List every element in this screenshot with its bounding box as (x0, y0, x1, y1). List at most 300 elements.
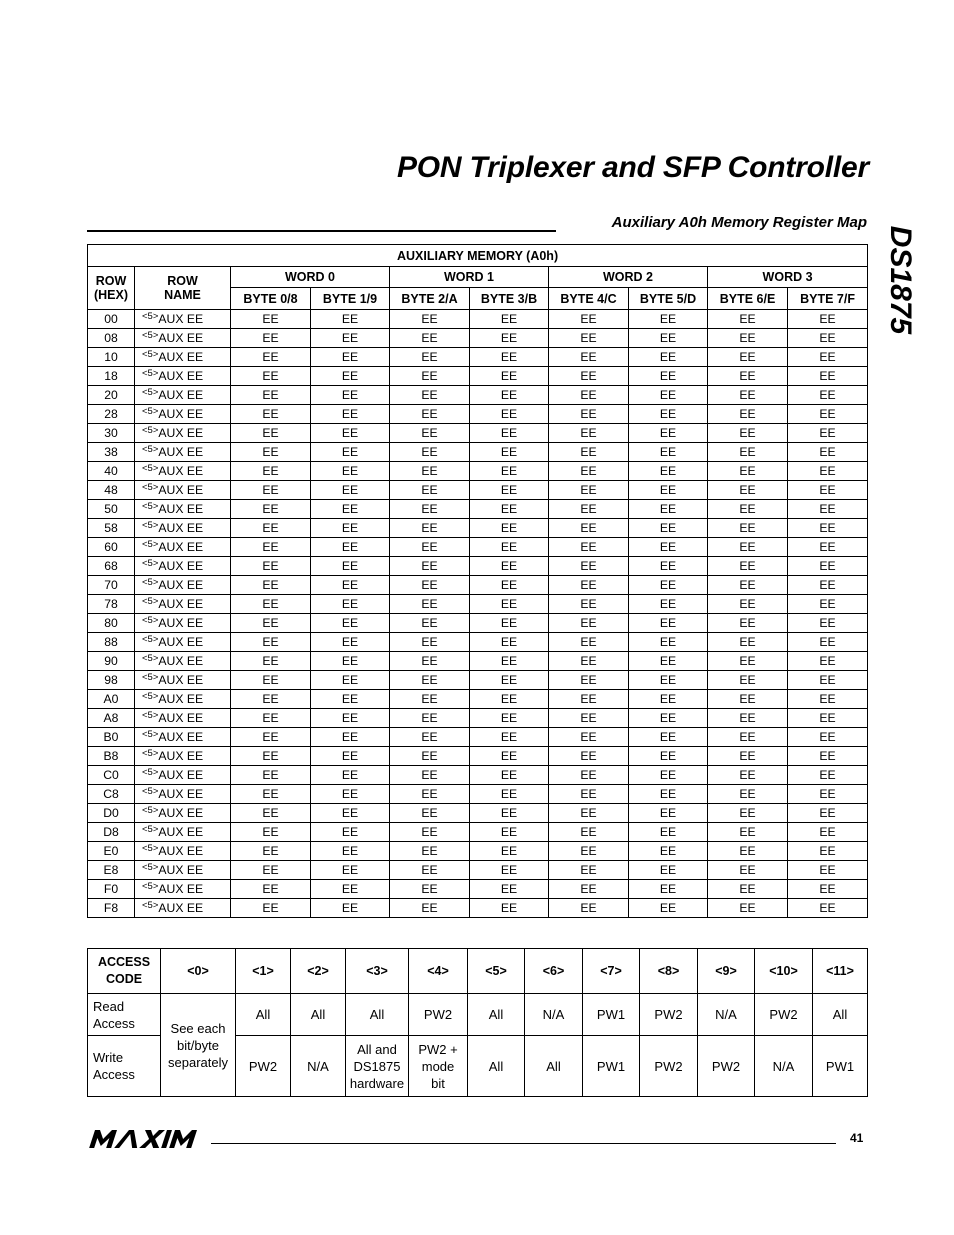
table-row (88, 310, 868, 329)
byte-cell: EE (629, 519, 708, 538)
byte-cell: EE (549, 348, 629, 367)
byte-cell: EE (390, 386, 470, 405)
byte-cell: EE (231, 367, 311, 386)
byte-cell: EE (311, 880, 390, 899)
byte-cell: EE (549, 785, 629, 804)
byte-cell: EE (788, 367, 868, 386)
byte-cell: EE (231, 329, 311, 348)
byte-cell: EE (549, 500, 629, 519)
access-code: <4> (409, 949, 468, 994)
access-code-tag: <5> (142, 311, 159, 322)
access-code-tag: <5> (142, 710, 159, 721)
byte-cell: EE (708, 766, 788, 785)
byte-cell: EE (629, 766, 708, 785)
row-hex: 88 (88, 633, 135, 652)
row-name (135, 538, 231, 557)
byte-cell: EE (549, 576, 629, 595)
byte-cell: EE (549, 462, 629, 481)
access-code-tag: <5> (142, 444, 159, 455)
row-name-header-line1: ROW (167, 274, 198, 288)
row-name (135, 424, 231, 443)
write-access-line: All and (357, 1041, 397, 1057)
write-access-value (583, 1036, 640, 1097)
byte-cell: EE (231, 348, 311, 367)
byte-cell: EE (470, 538, 549, 557)
row-name (135, 367, 231, 386)
access-code-tag: <5> (142, 805, 159, 816)
table-row (88, 880, 868, 899)
byte-cell: EE (470, 861, 549, 880)
byte-cell: EE (708, 785, 788, 804)
row-hex: 98 (88, 671, 135, 690)
write-access-label-line2: Access (93, 1067, 135, 1082)
row-name (135, 614, 231, 633)
row-name (135, 405, 231, 424)
byte-cell: EE (708, 861, 788, 880)
row-hex: 90 (88, 652, 135, 671)
byte-cell: EE (390, 899, 470, 918)
byte-cell: EE (708, 329, 788, 348)
byte-cell: EE (629, 785, 708, 804)
read-access-value: All (468, 994, 525, 1036)
byte-cell: EE (629, 424, 708, 443)
access-code-tag: <5> (142, 482, 159, 493)
access-code: <10> (755, 949, 813, 994)
byte-cell: EE (231, 690, 311, 709)
page-title: PON Triplexer and SFP Controller (396, 151, 869, 184)
read-access-value: All (813, 994, 868, 1036)
byte-cell: EE (629, 747, 708, 766)
row-name (135, 671, 231, 690)
write-access-value (698, 1036, 755, 1097)
row-name (135, 823, 231, 842)
access-code-tag: <5> (142, 748, 159, 759)
byte-cell: EE (470, 747, 549, 766)
byte-cell: EE (390, 310, 470, 329)
byte-cell: EE (311, 728, 390, 747)
byte-cell: EE (788, 557, 868, 576)
row-name-text: AUX EE (158, 882, 204, 896)
access-code-tag: <5> (142, 596, 159, 607)
byte-cell: EE (470, 671, 549, 690)
byte-cell: EE (708, 823, 788, 842)
byte-cell: EE (549, 747, 629, 766)
byte-cell: EE (311, 709, 390, 728)
row-name-text: AUX EE (158, 673, 204, 687)
access-code: <6> (525, 949, 583, 994)
byte-cell: EE (629, 823, 708, 842)
byte-cell: EE (549, 804, 629, 823)
write-access-line: bit (431, 1075, 445, 1091)
byte-cell: EE (390, 462, 470, 481)
read-access-label-line2: Access (93, 1015, 135, 1031)
row-name (135, 329, 231, 348)
access-code: <3> (346, 949, 409, 994)
access-code-tag: <5> (142, 634, 159, 645)
access-code-tag: <5> (142, 425, 159, 436)
byte-cell: EE (390, 557, 470, 576)
byte-cell: EE (788, 899, 868, 918)
row-hex: A8 (88, 709, 135, 728)
byte-cell: EE (708, 367, 788, 386)
word-header: WORD 2 (549, 267, 708, 288)
byte-header: BYTE 0/8 (231, 288, 311, 310)
row-name (135, 709, 231, 728)
byte-cell: EE (788, 766, 868, 785)
byte-cell: EE (390, 747, 470, 766)
write-access-label (88, 1036, 161, 1097)
byte-cell: EE (390, 823, 470, 842)
row-hex: 08 (88, 329, 135, 348)
read-access-label-line1: Read (93, 998, 125, 1014)
code0-note-line1: See each (170, 1020, 226, 1036)
byte-cell: EE (311, 652, 390, 671)
byte-cell: EE (470, 842, 549, 861)
byte-cell: EE (470, 766, 549, 785)
row-name-text: AUX EE (158, 521, 204, 535)
row-hex: 00 (88, 310, 135, 329)
byte-cell: EE (390, 500, 470, 519)
access-code-header-line2: CODE (105, 972, 143, 986)
byte-cell: EE (390, 424, 470, 443)
row-name-text: AUX EE (158, 692, 204, 706)
table-row (88, 785, 868, 804)
byte-cell: EE (390, 633, 470, 652)
byte-cell: EE (788, 462, 868, 481)
row-name-text: AUX EE (158, 502, 204, 516)
byte-cell: EE (708, 671, 788, 690)
row-hex: 70 (88, 576, 135, 595)
byte-cell: EE (470, 804, 549, 823)
row-name-text: AUX EE (158, 711, 204, 725)
byte-cell: EE (311, 310, 390, 329)
read-access-value: All (236, 994, 291, 1036)
row-name-text: AUX EE (158, 901, 204, 915)
word-header: WORD 1 (390, 267, 549, 288)
row-name (135, 804, 231, 823)
row-hex: B0 (88, 728, 135, 747)
byte-cell: EE (549, 823, 629, 842)
access-code-tag: <5> (142, 881, 159, 892)
row-name-text: AUX EE (158, 559, 204, 573)
byte-cell: EE (629, 842, 708, 861)
byte-cell: EE (788, 633, 868, 652)
row-hex: 28 (88, 405, 135, 424)
byte-cell: EE (311, 633, 390, 652)
row-hex: A0 (88, 690, 135, 709)
byte-cell: EE (708, 614, 788, 633)
byte-cell: EE (470, 633, 549, 652)
table-row (88, 709, 868, 728)
byte-cell: EE (390, 329, 470, 348)
table-row (88, 823, 868, 842)
row-name-text: AUX EE (158, 578, 204, 592)
write-access-line: PW2 (248, 1058, 278, 1074)
row-name-text: AUX EE (158, 312, 204, 326)
byte-cell: EE (788, 880, 868, 899)
row-hex-header (88, 267, 135, 310)
byte-cell: EE (708, 500, 788, 519)
write-access-value (640, 1036, 698, 1097)
row-name-text: AUX EE (158, 464, 204, 478)
write-access-value (755, 1036, 813, 1097)
byte-cell: EE (470, 500, 549, 519)
byte-cell: EE (470, 576, 549, 595)
byte-cell: EE (708, 899, 788, 918)
table-row (88, 367, 868, 386)
read-access-value: N/A (525, 994, 583, 1036)
row-name (135, 348, 231, 367)
write-access-value (813, 1036, 868, 1097)
byte-cell: EE (629, 538, 708, 557)
access-code-header (88, 949, 161, 994)
byte-cell: EE (708, 709, 788, 728)
table-row (88, 348, 868, 367)
byte-cell: EE (231, 557, 311, 576)
row-hex-header-line1: ROW (95, 274, 127, 288)
byte-cell: EE (470, 424, 549, 443)
access-code: <11> (813, 949, 868, 994)
byte-cell: EE (311, 386, 390, 405)
access-code-tag: <5> (142, 330, 159, 341)
write-access-line: All (546, 1058, 561, 1074)
access-code-tag: <5> (142, 520, 159, 531)
row-name (135, 462, 231, 481)
row-name-text: AUX EE (158, 597, 204, 611)
row-name-text: AUX EE (158, 654, 204, 668)
byte-cell: EE (788, 785, 868, 804)
access-code-tag: <5> (142, 862, 159, 873)
byte-cell: EE (311, 443, 390, 462)
row-name-text: AUX EE (158, 540, 204, 554)
byte-cell: EE (549, 405, 629, 424)
row-name (135, 728, 231, 747)
write-access-line: PW2 (711, 1058, 741, 1074)
byte-cell: EE (311, 690, 390, 709)
byte-cell: EE (629, 880, 708, 899)
byte-cell: EE (390, 519, 470, 538)
byte-header: BYTE 3/B (470, 288, 549, 310)
row-name (135, 557, 231, 576)
byte-cell: EE (708, 462, 788, 481)
byte-cell: EE (470, 329, 549, 348)
byte-cell: EE (549, 386, 629, 405)
row-name-text: AUX EE (158, 730, 204, 744)
byte-cell: EE (470, 462, 549, 481)
access-code-tag: <5> (142, 577, 159, 588)
byte-cell: EE (788, 804, 868, 823)
access-code-tag: <5> (142, 786, 159, 797)
access-code-tag: <5> (142, 653, 159, 664)
byte-cell: EE (549, 367, 629, 386)
byte-cell: EE (390, 614, 470, 633)
row-name (135, 785, 231, 804)
row-name (135, 500, 231, 519)
byte-cell: EE (549, 424, 629, 443)
table-row (88, 614, 868, 633)
byte-cell: EE (549, 652, 629, 671)
table-row (88, 576, 868, 595)
table-row (88, 386, 868, 405)
byte-cell: EE (231, 576, 311, 595)
byte-cell: EE (390, 671, 470, 690)
byte-cell: EE (788, 481, 868, 500)
byte-cell: EE (231, 538, 311, 557)
access-code-tag: <5> (142, 406, 159, 417)
byte-cell: EE (629, 690, 708, 709)
byte-cell: EE (788, 310, 868, 329)
row-hex: D8 (88, 823, 135, 842)
byte-cell: EE (708, 633, 788, 652)
row-hex: 58 (88, 519, 135, 538)
read-access-value: PW2 (409, 994, 468, 1036)
byte-cell: EE (231, 899, 311, 918)
byte-cell: EE (311, 424, 390, 443)
access-code-tag: <5> (142, 900, 159, 911)
table-row (88, 424, 868, 443)
byte-cell: EE (708, 348, 788, 367)
row-name-text: AUX EE (158, 749, 204, 763)
byte-cell: EE (788, 386, 868, 405)
byte-cell: EE (788, 424, 868, 443)
byte-cell: EE (708, 842, 788, 861)
row-name-text: AUX EE (158, 483, 204, 497)
byte-cell: EE (311, 481, 390, 500)
byte-cell: EE (470, 405, 549, 424)
byte-cell: EE (231, 880, 311, 899)
byte-cell: EE (311, 785, 390, 804)
byte-cell: EE (470, 785, 549, 804)
byte-cell: EE (708, 880, 788, 899)
byte-cell: EE (390, 652, 470, 671)
byte-cell: EE (390, 766, 470, 785)
access-code-tag: <5> (142, 349, 159, 360)
write-access-line: N/A (772, 1058, 795, 1074)
table-row (88, 500, 868, 519)
byte-cell: EE (708, 747, 788, 766)
row-name (135, 633, 231, 652)
byte-cell: EE (788, 500, 868, 519)
byte-cell: EE (629, 804, 708, 823)
byte-cell: EE (311, 500, 390, 519)
byte-cell: EE (311, 766, 390, 785)
byte-cell: EE (549, 557, 629, 576)
read-access-value: All (346, 994, 409, 1036)
byte-cell: EE (788, 823, 868, 842)
access-code-tag: <5> (142, 824, 159, 835)
byte-cell: EE (708, 690, 788, 709)
row-name (135, 766, 231, 785)
byte-cell: EE (311, 671, 390, 690)
row-name-text: AUX EE (158, 369, 204, 383)
table-row (88, 329, 868, 348)
row-name (135, 519, 231, 538)
write-access-line: PW1 (825, 1058, 855, 1074)
access-code-tag: <5> (142, 843, 159, 854)
byte-cell: EE (549, 671, 629, 690)
table-row (88, 481, 868, 500)
access-code-tag: <5> (142, 558, 159, 569)
byte-cell: EE (788, 747, 868, 766)
byte-cell: EE (629, 652, 708, 671)
byte-cell: EE (549, 595, 629, 614)
byte-cell: EE (231, 804, 311, 823)
row-hex: 68 (88, 557, 135, 576)
byte-cell: EE (311, 329, 390, 348)
byte-cell: EE (231, 709, 311, 728)
byte-cell: EE (629, 405, 708, 424)
row-name (135, 880, 231, 899)
row-name (135, 861, 231, 880)
memory-map-body (88, 310, 868, 918)
row-name-header (135, 267, 231, 310)
byte-cell: EE (390, 405, 470, 424)
byte-cell: EE (470, 899, 549, 918)
byte-cell: EE (549, 709, 629, 728)
byte-cell: EE (231, 519, 311, 538)
row-hex: 60 (88, 538, 135, 557)
byte-cell: EE (549, 842, 629, 861)
table-row (88, 633, 868, 652)
byte-cell: EE (788, 538, 868, 557)
byte-header: BYTE 7/F (788, 288, 868, 310)
write-access-value (346, 1036, 409, 1097)
byte-cell: EE (390, 367, 470, 386)
byte-cell: EE (470, 310, 549, 329)
table-row (88, 804, 868, 823)
byte-cell: EE (231, 652, 311, 671)
table-row (88, 671, 868, 690)
byte-cell: EE (470, 386, 549, 405)
byte-cell: EE (470, 557, 549, 576)
byte-cell: EE (629, 576, 708, 595)
byte-header: BYTE 4/C (549, 288, 629, 310)
access-code-tag: <5> (142, 539, 159, 550)
byte-cell: EE (390, 576, 470, 595)
write-access-value (525, 1036, 583, 1097)
memory-map-table (87, 244, 868, 918)
access-code-tag: <5> (142, 615, 159, 626)
access-code-tag: <5> (142, 672, 159, 683)
row-hex: B8 (88, 747, 135, 766)
byte-cell: EE (629, 329, 708, 348)
byte-cell: EE (470, 595, 549, 614)
write-access-line: DS1875 (353, 1058, 401, 1074)
write-access-label-line1: Write (93, 1050, 124, 1065)
byte-cell: EE (629, 633, 708, 652)
row-name-header-line2: NAME (164, 288, 201, 302)
byte-cell: EE (311, 747, 390, 766)
write-access-line: PW2 (654, 1058, 683, 1074)
byte-cell: EE (629, 671, 708, 690)
row-hex: E8 (88, 861, 135, 880)
row-name (135, 690, 231, 709)
row-name-text: AUX EE (158, 350, 204, 364)
table-row (88, 443, 868, 462)
byte-cell: EE (629, 386, 708, 405)
byte-cell: EE (549, 766, 629, 785)
row-name (135, 899, 231, 918)
word-header: WORD 0 (231, 267, 390, 288)
byte-cell: EE (311, 576, 390, 595)
row-hex: F8 (88, 899, 135, 918)
read-access-value: PW1 (583, 994, 640, 1036)
byte-cell: EE (708, 481, 788, 500)
byte-cell: EE (231, 766, 311, 785)
maxim-logo (89, 1130, 201, 1148)
access-code: <9> (698, 949, 755, 994)
byte-cell: EE (629, 614, 708, 633)
